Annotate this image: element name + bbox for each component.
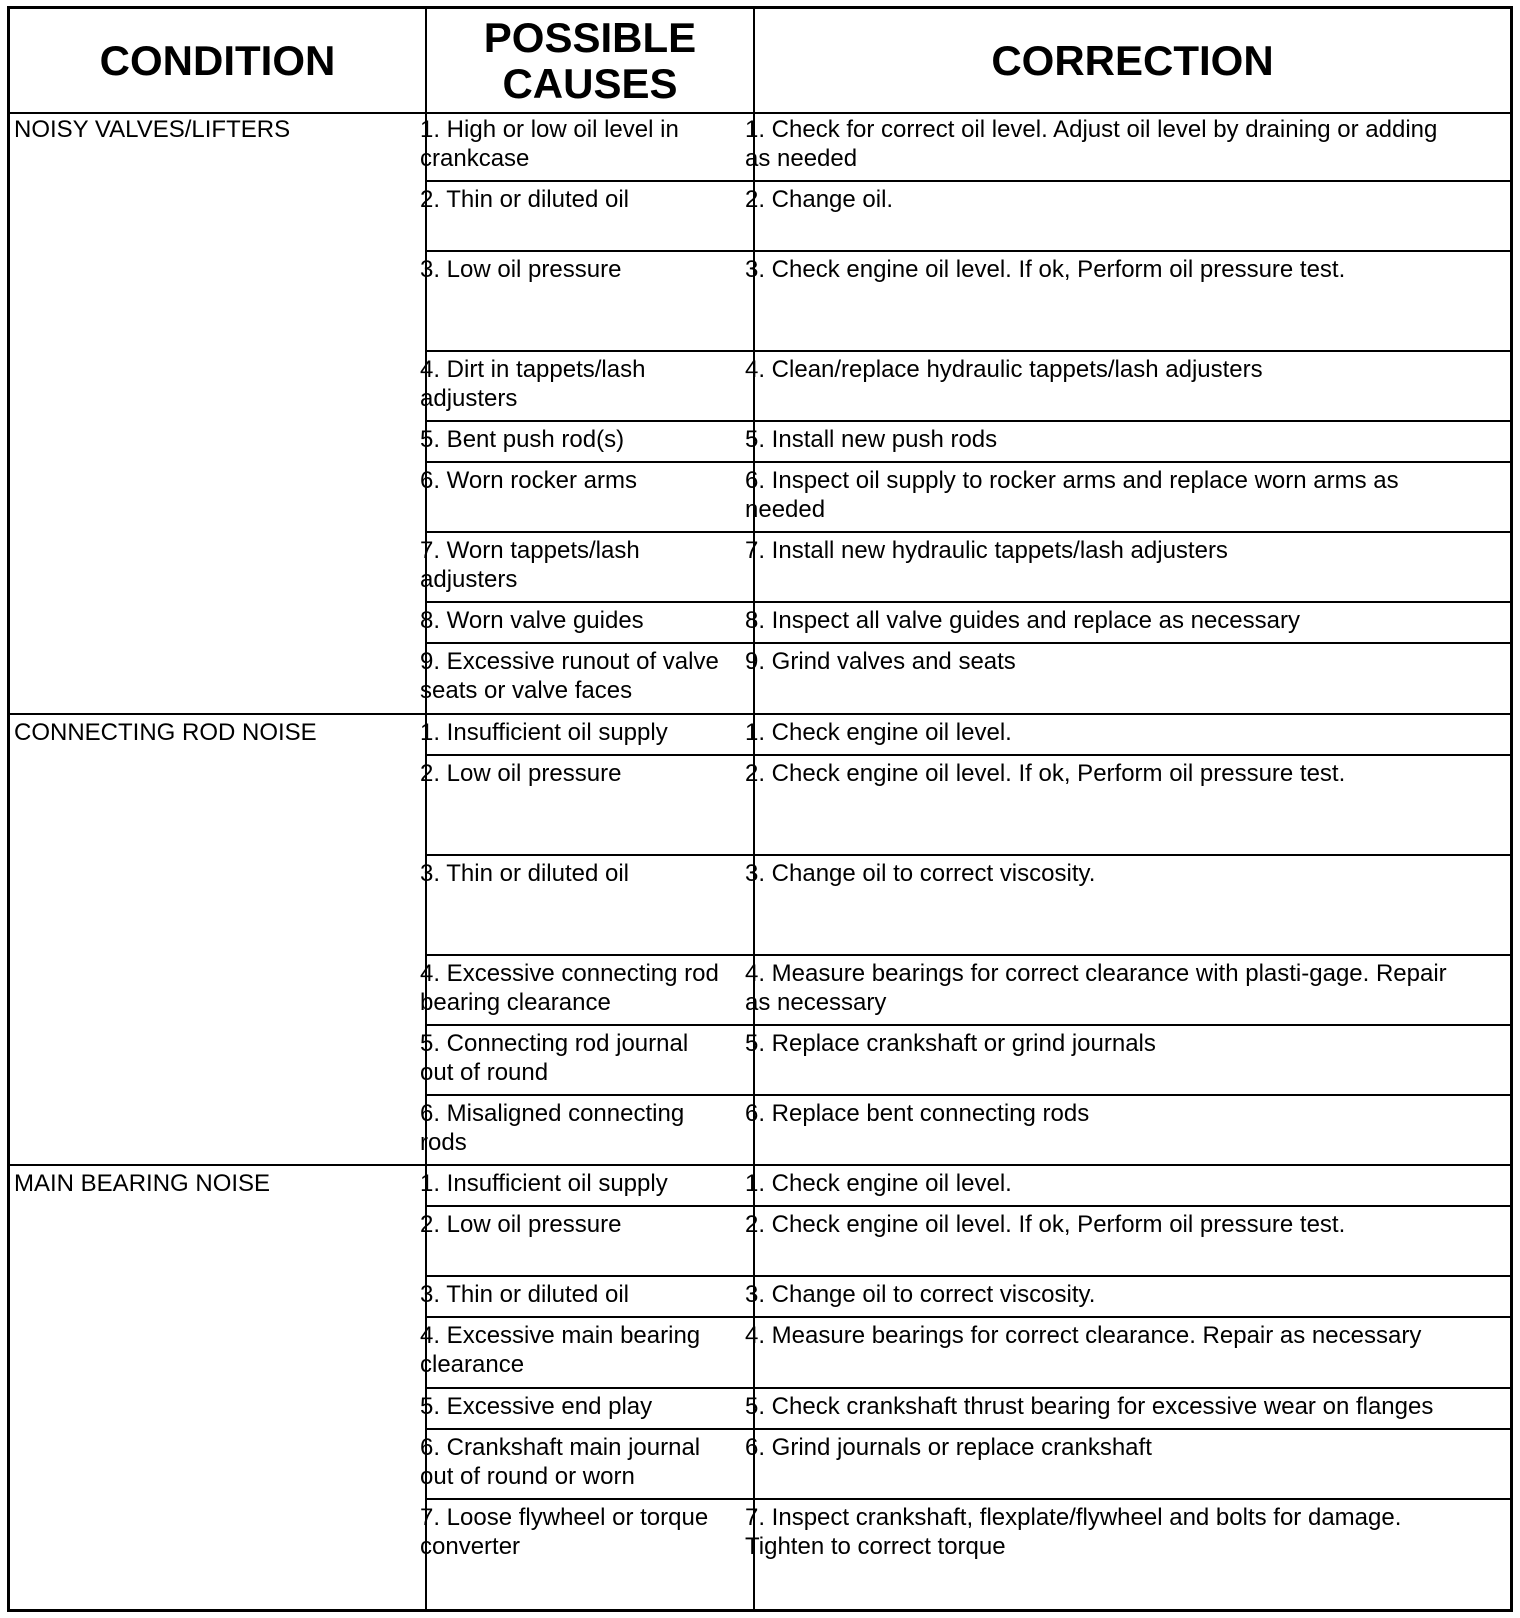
condition-label: NOISY VALVES/LIFTERS <box>14 116 291 143</box>
cause-text: 6. Worn rocker arms <box>420 467 637 494</box>
correction-text: as necessary <box>745 989 887 1016</box>
cause-text: 4. Excessive main bearing <box>420 1322 701 1349</box>
correction-text: Tighten to correct torque <box>745 1533 1006 1560</box>
cause-text: 9. Excessive runout of valve <box>420 648 719 675</box>
correction-text: 6. Grind journals or replace crankshaft <box>745 1434 1152 1461</box>
cause-text: crankcase <box>420 145 530 172</box>
cause-text: 5. Excessive end play <box>420 1393 653 1420</box>
correction-text: 1. Check engine oil level. <box>745 1170 1012 1197</box>
correction-text: 2. Check engine oil level. If ok, Perform oil pressure test. <box>745 1211 1346 1238</box>
cause-text: 3. Thin or diluted oil <box>420 1281 630 1308</box>
correction-text: 4. Clean/replace hydraulic tappets/lash adjusters <box>745 356 1263 383</box>
cause-text: 2. Thin or diluted oil <box>420 186 630 213</box>
cause-text: 2. Low oil pressure <box>420 760 622 787</box>
cause-text: 6. Crankshaft main journal <box>420 1434 701 1461</box>
cause-text: 1. High or low oil level in <box>420 116 679 143</box>
row-divider <box>425 461 1510 463</box>
cause-text: 3. Low oil pressure <box>420 256 622 283</box>
correction-text: 9. Grind valves and seats <box>745 648 1016 675</box>
correction-text: 5. Check crankshaft thrust bearing for excessive wear on flanges <box>745 1393 1434 1420</box>
row-divider <box>425 642 1510 644</box>
correction-text: 6. Replace bent connecting rods <box>745 1100 1090 1127</box>
cause-text: 4. Dirt in tappets/lash <box>420 356 646 383</box>
correction-text: 5. Install new push rods <box>745 426 998 453</box>
correction-text: 7. Install new hydraulic tappets/lash adjusters <box>745 537 1228 564</box>
cause-text: adjusters <box>420 566 518 593</box>
correction-text: as needed <box>745 145 858 172</box>
correction-text: 1. Check for correct oil level. Adjust oil level by draining or adding <box>745 116 1438 143</box>
row-divider <box>425 954 1510 956</box>
group-divider <box>10 713 1510 715</box>
cause-text: 5. Bent push rod(s) <box>420 426 625 453</box>
cause-text: out of round <box>420 1059 549 1086</box>
table-header <box>10 9 1510 114</box>
row-divider <box>425 350 1510 352</box>
cause-text: seats or valve faces <box>420 677 633 704</box>
header-condition: CONDITION <box>99 36 336 84</box>
cause-text: adjusters <box>420 385 518 412</box>
cause-text: 6. Misaligned connecting <box>420 1100 685 1127</box>
correction-text: 2. Check engine oil level. If ok, Perform oil pressure test. <box>745 760 1346 787</box>
cause-text: clearance <box>420 1351 525 1378</box>
row-divider <box>425 250 1510 252</box>
row-divider <box>425 754 1510 756</box>
correction-text: needed <box>745 496 826 523</box>
row-divider <box>425 1094 1510 1096</box>
correction-text: 3. Change oil to correct viscosity. <box>745 1281 1096 1308</box>
cause-text: 5. Connecting rod journal <box>420 1030 689 1057</box>
correction-text: 4. Measure bearings for correct clearance. Repair as necessary <box>745 1322 1422 1349</box>
cause-text: 1. Insufficient oil supply <box>420 1170 668 1197</box>
correction-text: 6. Inspect oil supply to rocker arms and replace worn arms as <box>745 467 1399 494</box>
row-divider <box>425 531 1510 533</box>
group-divider <box>10 1164 1510 1166</box>
cause-text: out of round or worn <box>420 1463 635 1490</box>
row-divider <box>425 1316 1510 1318</box>
correction-text: 3. Check engine oil level. If ok, Perform oil pressure test. <box>745 256 1346 283</box>
cause-text: 8. Worn valve guides <box>420 607 644 634</box>
cause-text: 2. Low oil pressure <box>420 1211 622 1238</box>
row-divider <box>425 1275 1510 1277</box>
correction-text: 8. Inspect all valve guides and replace as necessary <box>745 607 1300 634</box>
cause-text: rods <box>420 1129 467 1156</box>
cause-text: converter <box>420 1533 521 1560</box>
cause-text: bearing clearance <box>420 989 611 1016</box>
correction-text: 3. Change oil to correct viscosity. <box>745 860 1096 887</box>
column-divider <box>753 9 755 1609</box>
cause-text: 4. Excessive connecting rod <box>420 960 719 987</box>
correction-text: 1. Check engine oil level. <box>745 719 1012 746</box>
condition-label: CONNECTING ROD NOISE <box>14 719 317 746</box>
row-divider <box>425 854 1510 856</box>
cause-text: 3. Thin or diluted oil <box>420 860 630 887</box>
correction-text: 2. Change oil. <box>745 186 894 213</box>
cause-text: 7. Loose flywheel or torque <box>420 1504 709 1531</box>
header-possible-causes: POSSIBLE CAUSES <box>483 13 697 107</box>
row-divider <box>425 1428 1510 1430</box>
header-correction: CORRECTION <box>991 36 1274 84</box>
diagnosis-table <box>7 6 1513 1612</box>
row-divider <box>425 1498 1510 1500</box>
cause-text: 1. Insufficient oil supply <box>420 719 668 746</box>
row-divider <box>425 1024 1510 1026</box>
row-divider <box>425 180 1510 182</box>
condition-label: MAIN BEARING NOISE <box>14 1170 271 1197</box>
correction-text: 4. Measure bearings for correct clearance with plasti-gage. Repair <box>745 960 1447 987</box>
row-divider <box>425 1387 1510 1389</box>
correction-text: 5. Replace crankshaft or grind journals <box>745 1030 1156 1057</box>
row-divider <box>425 601 1510 603</box>
row-divider <box>425 1205 1510 1207</box>
correction-text: 7. Inspect crankshaft, flexplate/flywheel and bolts for damage. <box>745 1504 1402 1531</box>
row-divider <box>425 420 1510 422</box>
cause-text: 7. Worn tappets/lash <box>420 537 640 564</box>
